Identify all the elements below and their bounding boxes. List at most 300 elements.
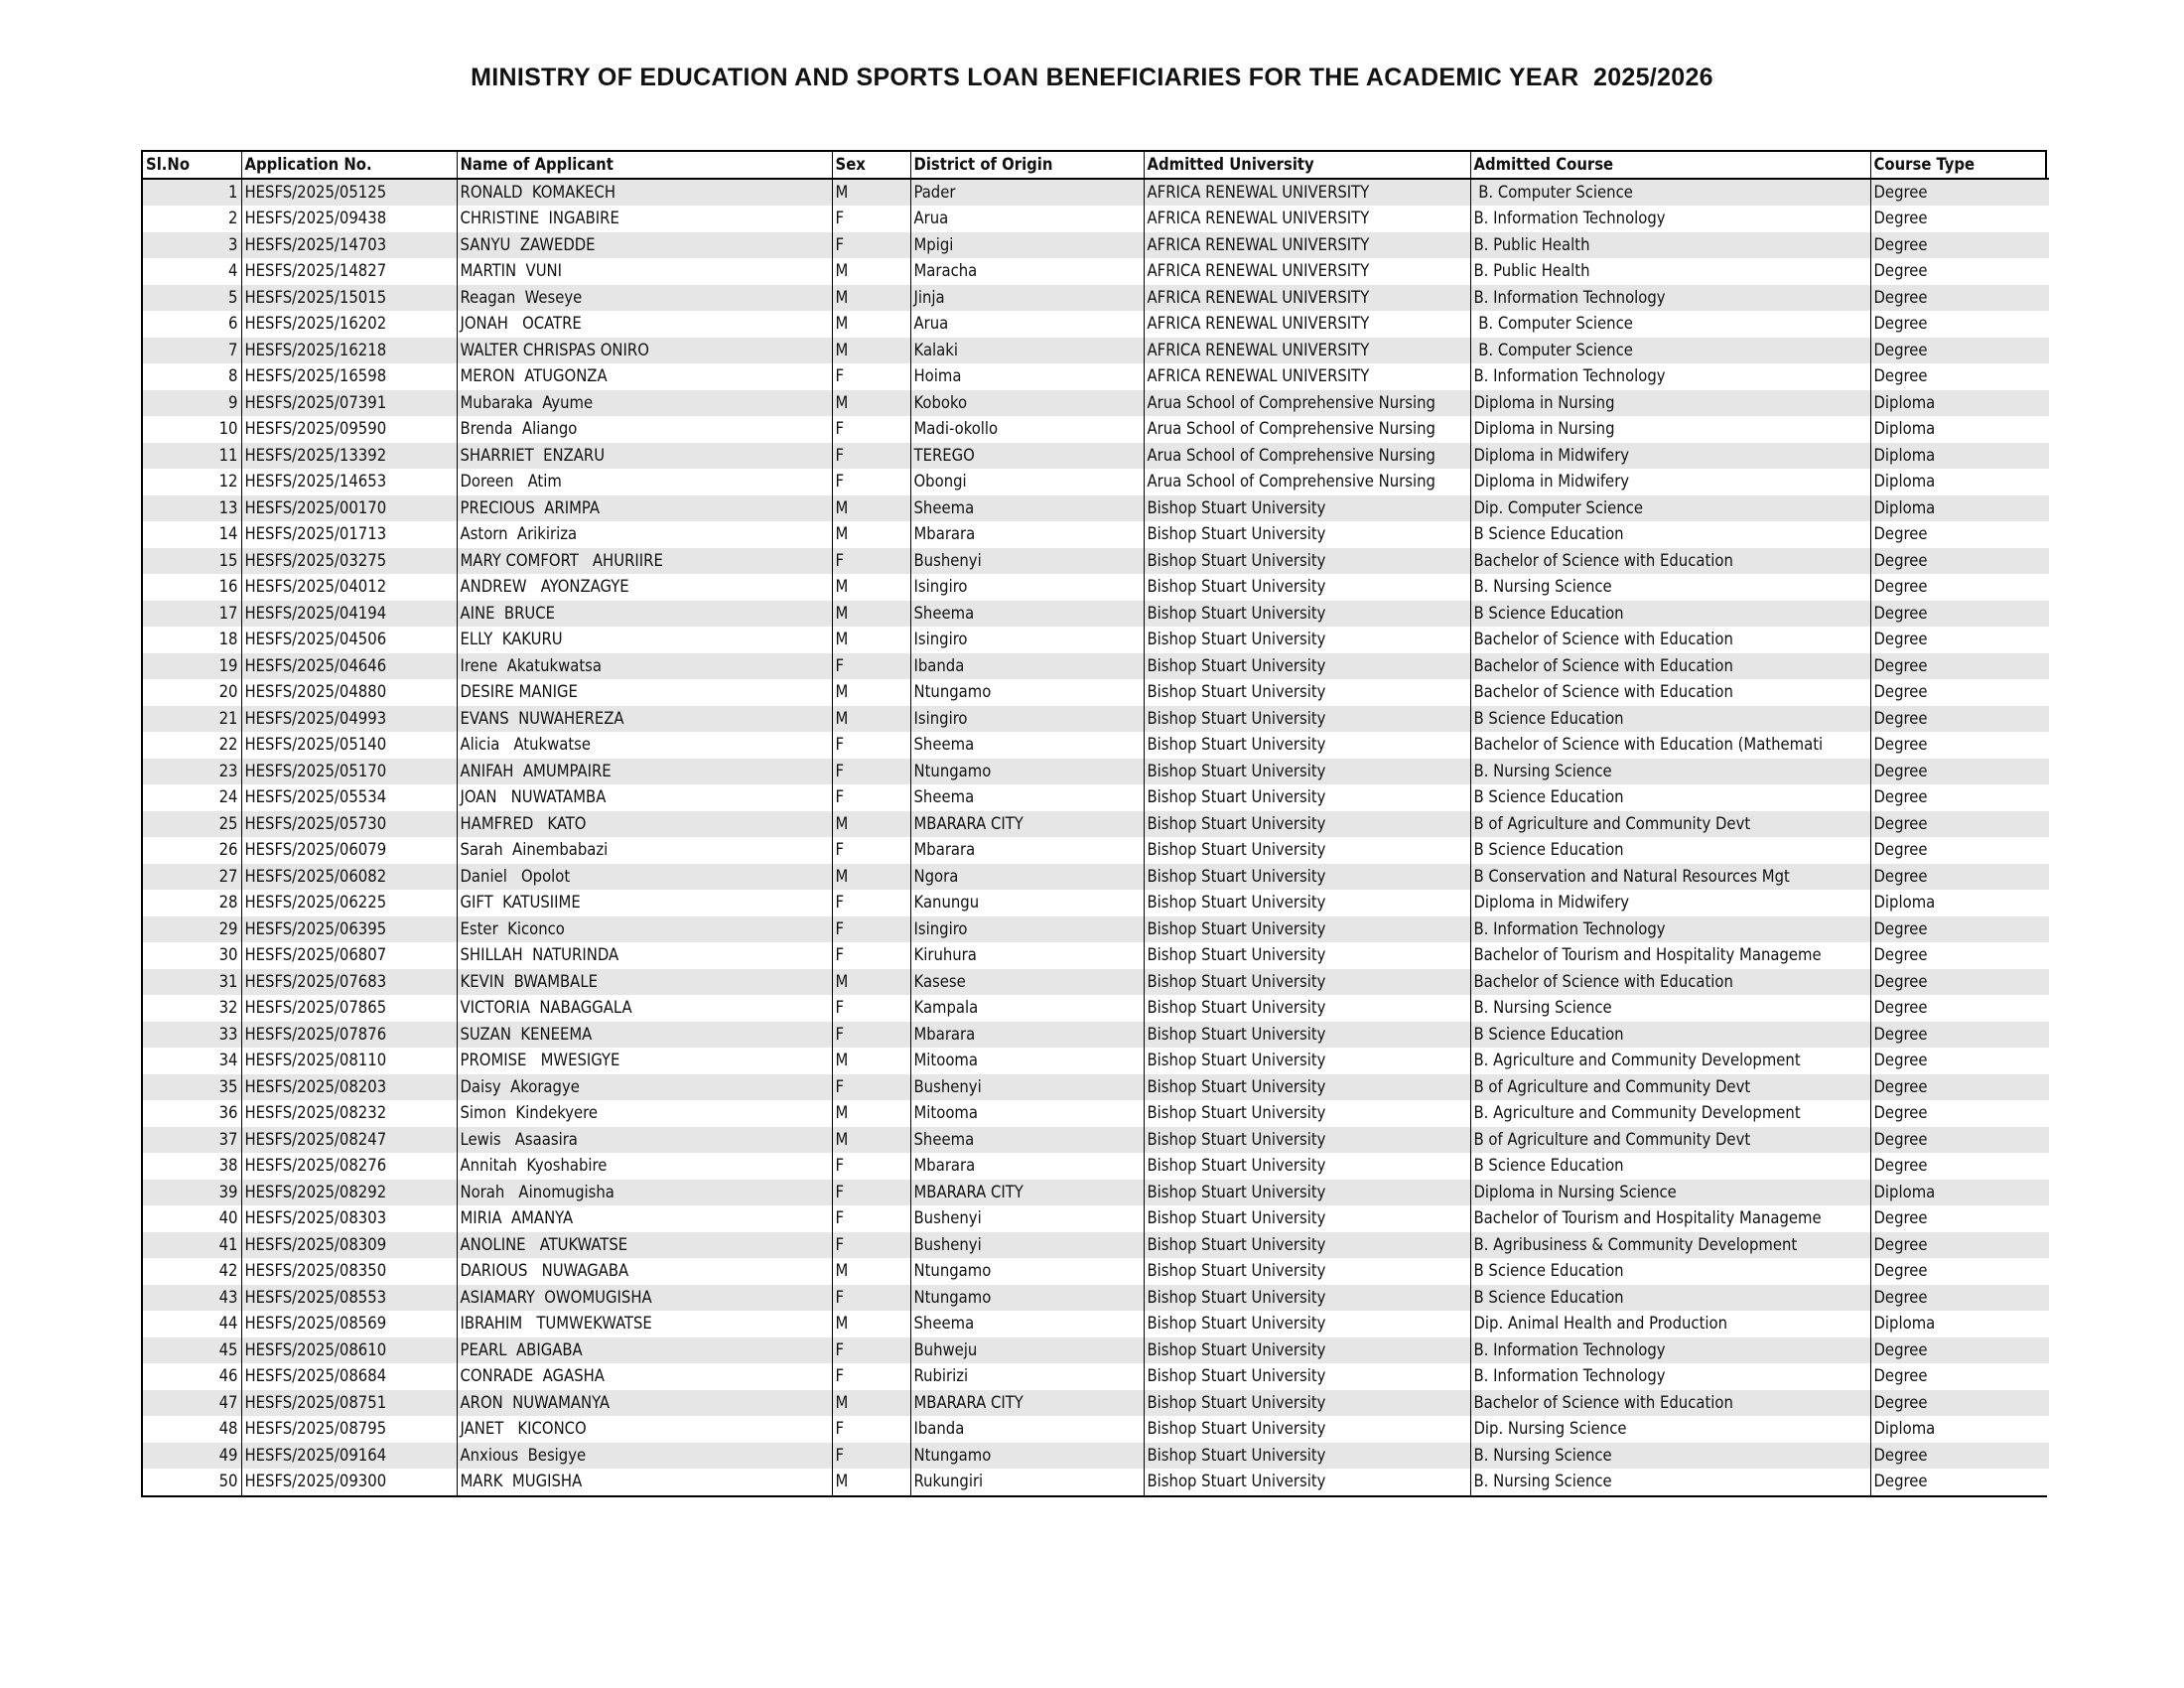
table-row	[143, 338, 2049, 364]
cell-university: Bishop Stuart University	[1144, 1074, 1470, 1101]
cell-applicant-name: RONALD KOMAKECH	[457, 179, 832, 206]
cell-sl-no: 44	[143, 1311, 241, 1337]
cell-district: Ibanda	[910, 1416, 1144, 1443]
cell-course-type: Degree	[1870, 811, 2049, 838]
cell-district: Kiruhura	[910, 942, 1144, 969]
cell-course: B. Computer Science	[1470, 338, 1870, 364]
cell-sex: M	[832, 706, 910, 733]
cell-sex: F	[832, 1022, 910, 1049]
cell-sex: M	[832, 390, 910, 417]
cell-applicant-name: Norah Ainomugisha	[457, 1180, 832, 1206]
cell-application-no: HESFS/2025/14827	[241, 258, 457, 285]
cell-course: B Science Education	[1470, 1153, 1870, 1180]
cell-sl-no: 37	[143, 1127, 241, 1154]
cell-application-no: HESFS/2025/13392	[241, 443, 457, 470]
cell-application-no: HESFS/2025/07391	[241, 390, 457, 417]
cell-sl-no: 48	[143, 1416, 241, 1443]
cell-applicant-name: SHILLAH NATURINDA	[457, 942, 832, 969]
cell-sl-no: 40	[143, 1205, 241, 1232]
cell-sex: F	[832, 416, 910, 443]
table-row	[143, 1443, 2049, 1470]
cell-applicant-name: Astorn Arikiriza	[457, 521, 832, 548]
cell-sl-no: 39	[143, 1180, 241, 1206]
cell-course-type: Degree	[1870, 864, 2049, 891]
cell-university: Bishop Stuart University	[1144, 1285, 1470, 1312]
cell-sl-no: 3	[143, 232, 241, 259]
cell-course-type: Degree	[1870, 942, 2049, 969]
beneficiaries-table	[143, 152, 2049, 1495]
table-row	[143, 179, 2049, 206]
cell-district: Pader	[910, 179, 1144, 206]
cell-sl-no: 26	[143, 837, 241, 864]
cell-course-type: Degree	[1870, 258, 2049, 285]
cell-sex: F	[832, 1363, 910, 1390]
cell-district: MBARARA CITY	[910, 811, 1144, 838]
cell-university: Bishop Stuart University	[1144, 969, 1470, 996]
cell-application-no: HESFS/2025/05730	[241, 811, 457, 838]
cell-sl-no: 30	[143, 942, 241, 969]
cell-course-type: Diploma	[1870, 1416, 2049, 1443]
column-header-name-of-applicant: Name of Applicant	[457, 152, 832, 179]
cell-applicant-name: Reagan Weseye	[457, 285, 832, 312]
cell-district: TEREGO	[910, 443, 1144, 470]
cell-sex: M	[832, 338, 910, 364]
cell-course-type: Diploma	[1870, 1180, 2049, 1206]
cell-sl-no: 46	[143, 1363, 241, 1390]
cell-application-no: HESFS/2025/06082	[241, 864, 457, 891]
table-row	[143, 706, 2049, 733]
table-row	[143, 495, 2049, 522]
table-row	[143, 469, 2049, 495]
cell-course: B. Information Technology	[1470, 363, 1870, 390]
cell-course: B. Information Technology	[1470, 916, 1870, 943]
cell-applicant-name: ELLY KAKURU	[457, 627, 832, 653]
cell-course: B of Agriculture and Community Devt	[1470, 1074, 1870, 1101]
cell-course: B. Public Health	[1470, 258, 1870, 285]
cell-university: AFRICA RENEWAL UNIVERSITY	[1144, 258, 1470, 285]
table-row	[143, 1074, 2049, 1101]
cell-course-type: Degree	[1870, 1443, 2049, 1470]
cell-application-no: HESFS/2025/05140	[241, 732, 457, 759]
cell-course-type: Degree	[1870, 1048, 2049, 1074]
cell-sex: M	[832, 1127, 910, 1154]
cell-sex: F	[832, 837, 910, 864]
cell-sex: M	[832, 864, 910, 891]
cell-course: B Science Education	[1470, 784, 1870, 811]
cell-course: B Science Education	[1470, 706, 1870, 733]
cell-university: Bishop Stuart University	[1144, 811, 1470, 838]
cell-district: Isingiro	[910, 706, 1144, 733]
cell-sex: M	[832, 679, 910, 706]
cell-sex: F	[832, 1443, 910, 1470]
cell-sex: M	[832, 1311, 910, 1337]
cell-course: Bachelor of Science with Education	[1470, 653, 1870, 680]
cell-sl-no: 18	[143, 627, 241, 653]
cell-university: Bishop Stuart University	[1144, 1337, 1470, 1364]
cell-university: Bishop Stuart University	[1144, 732, 1470, 759]
table-row	[143, 390, 2049, 417]
cell-university: Bishop Stuart University	[1144, 1232, 1470, 1259]
cell-course-type: Degree	[1870, 1337, 2049, 1364]
cell-district: Bushenyi	[910, 548, 1144, 575]
cell-application-no: HESFS/2025/08110	[241, 1048, 457, 1074]
cell-university: Bishop Stuart University	[1144, 1390, 1470, 1417]
table-row	[143, 311, 2049, 338]
table-row	[143, 1469, 2049, 1495]
cell-university: Bishop Stuart University	[1144, 574, 1470, 601]
cell-application-no: HESFS/2025/08684	[241, 1363, 457, 1390]
cell-university: Bishop Stuart University	[1144, 627, 1470, 653]
cell-district: Kanungu	[910, 890, 1144, 916]
cell-sex: M	[832, 1390, 910, 1417]
page-title: MINISTRY OF EDUCATION AND SPORTS LOAN BENEFICIARIES FOR THE ACADEMIC YEAR 2025/2026	[471, 64, 1713, 91]
cell-application-no: HESFS/2025/08751	[241, 1390, 457, 1417]
cell-sex: F	[832, 1416, 910, 1443]
cell-course-type: Degree	[1870, 311, 2049, 338]
cell-university: Bishop Stuart University	[1144, 1048, 1470, 1074]
cell-sex: M	[832, 311, 910, 338]
cell-applicant-name: HAMFRED KATO	[457, 811, 832, 838]
cell-university: Bishop Stuart University	[1144, 837, 1470, 864]
cell-university: Arua School of Comprehensive Nursing	[1144, 390, 1470, 417]
cell-course-type: Degree	[1870, 285, 2049, 312]
cell-course: B. Agriculture and Community Development	[1470, 1048, 1870, 1074]
cell-course: Bachelor of Science with Education	[1470, 548, 1870, 575]
cell-course: Bachelor of Science with Education	[1470, 969, 1870, 996]
cell-applicant-name: Lewis Asaasira	[457, 1127, 832, 1154]
cell-application-no: HESFS/2025/09438	[241, 206, 457, 232]
cell-district: Arua	[910, 311, 1144, 338]
column-header-sl-no: Sl.No	[143, 152, 241, 179]
cell-course: B. Public Health	[1470, 232, 1870, 259]
cell-application-no: HESFS/2025/04012	[241, 574, 457, 601]
cell-sex: F	[832, 1074, 910, 1101]
cell-applicant-name: DESIRE MANIGE	[457, 679, 832, 706]
cell-application-no: HESFS/2025/04993	[241, 706, 457, 733]
cell-application-no: HESFS/2025/08569	[241, 1311, 457, 1337]
cell-application-no: HESFS/2025/14653	[241, 469, 457, 495]
cell-university: Arua School of Comprehensive Nursing	[1144, 416, 1470, 443]
cell-sl-no: 43	[143, 1285, 241, 1312]
cell-course: B. Computer Science	[1470, 311, 1870, 338]
cell-district: Sheema	[910, 1127, 1144, 1154]
cell-sex: M	[832, 179, 910, 206]
table-row	[143, 521, 2049, 548]
cell-course-type: Diploma	[1870, 469, 2049, 495]
cell-university: Bishop Stuart University	[1144, 653, 1470, 680]
cell-course-type: Degree	[1870, 706, 2049, 733]
cell-sex: F	[832, 995, 910, 1022]
cell-district: Maracha	[910, 258, 1144, 285]
cell-university: AFRICA RENEWAL UNIVERSITY	[1144, 179, 1470, 206]
cell-sl-no: 10	[143, 416, 241, 443]
cell-applicant-name: ANOLINE ATUKWATSE	[457, 1232, 832, 1259]
cell-university: Bishop Stuart University	[1144, 1416, 1470, 1443]
cell-course-type: Diploma	[1870, 890, 2049, 916]
cell-course-type: Degree	[1870, 969, 2049, 996]
cell-sl-no: 32	[143, 995, 241, 1022]
cell-sl-no: 22	[143, 732, 241, 759]
cell-applicant-name: ASIAMARY OWOMUGISHA	[457, 1285, 832, 1312]
cell-course-type: Degree	[1870, 338, 2049, 364]
cell-sl-no: 41	[143, 1232, 241, 1259]
table-body	[143, 179, 2049, 1495]
cell-sex: M	[832, 495, 910, 522]
cell-sex: F	[832, 942, 910, 969]
cell-course: B. Nursing Science	[1470, 574, 1870, 601]
cell-course-type: Degree	[1870, 1022, 2049, 1049]
cell-district: Hoima	[910, 363, 1144, 390]
table-row	[143, 1022, 2049, 1049]
cell-sex: M	[832, 601, 910, 628]
cell-application-no: HESFS/2025/09164	[241, 1443, 457, 1470]
cell-application-no: HESFS/2025/08553	[241, 1285, 457, 1312]
cell-university: AFRICA RENEWAL UNIVERSITY	[1144, 311, 1470, 338]
cell-university: Bishop Stuart University	[1144, 759, 1470, 785]
cell-application-no: HESFS/2025/05534	[241, 784, 457, 811]
cell-sl-no: 23	[143, 759, 241, 785]
cell-district: Madi-okollo	[910, 416, 1144, 443]
cell-sl-no: 25	[143, 811, 241, 838]
cell-application-no: HESFS/2025/14703	[241, 232, 457, 259]
cell-district: Mpigi	[910, 232, 1144, 259]
cell-university: Bishop Stuart University	[1144, 601, 1470, 628]
cell-application-no: HESFS/2025/08350	[241, 1258, 457, 1285]
cell-course: Dip. Computer Science	[1470, 495, 1870, 522]
table-row	[143, 574, 2049, 601]
cell-course: Bachelor of Tourism and Hospitality Manageme	[1470, 1205, 1870, 1232]
cell-course-type: Degree	[1870, 653, 2049, 680]
cell-district: Ntungamo	[910, 1258, 1144, 1285]
cell-course: B. Nursing Science	[1470, 1469, 1870, 1495]
cell-applicant-name: MERON ATUGONZA	[457, 363, 832, 390]
cell-sex: F	[832, 363, 910, 390]
cell-applicant-name: MARY COMFORT AHURIIRE	[457, 548, 832, 575]
table-row	[143, 969, 2049, 996]
table-row	[143, 942, 2049, 969]
cell-district: Kalaki	[910, 338, 1144, 364]
cell-university: Bishop Stuart University	[1144, 679, 1470, 706]
table-row	[143, 1100, 2049, 1127]
cell-university: Bishop Stuart University	[1144, 916, 1470, 943]
cell-application-no: HESFS/2025/05125	[241, 179, 457, 206]
cell-sl-no: 5	[143, 285, 241, 312]
cell-sl-no: 16	[143, 574, 241, 601]
cell-applicant-name: ARON NUWAMANYA	[457, 1390, 832, 1417]
cell-course: Diploma in Midwifery	[1470, 890, 1870, 916]
cell-sl-no: 13	[143, 495, 241, 522]
cell-course-type: Diploma	[1870, 1311, 2049, 1337]
cell-district: Mitooma	[910, 1100, 1144, 1127]
cell-course-type: Degree	[1870, 837, 2049, 864]
cell-applicant-name: SANYU ZAWEDDE	[457, 232, 832, 259]
cell-applicant-name: SHARRIET ENZARU	[457, 443, 832, 470]
cell-sl-no: 50	[143, 1469, 241, 1495]
cell-sl-no: 21	[143, 706, 241, 733]
cell-course: B. Information Technology	[1470, 206, 1870, 232]
cell-district: Jinja	[910, 285, 1144, 312]
table-row	[143, 995, 2049, 1022]
cell-course: Bachelor of Tourism and Hospitality Manageme	[1470, 942, 1870, 969]
cell-university: Bishop Stuart University	[1144, 1205, 1470, 1232]
cell-applicant-name: Alicia Atukwatse	[457, 732, 832, 759]
cell-course: B Science Education	[1470, 1258, 1870, 1285]
cell-sl-no: 36	[143, 1100, 241, 1127]
cell-sex: F	[832, 1337, 910, 1364]
cell-course: Dip. Nursing Science	[1470, 1416, 1870, 1443]
cell-sl-no: 7	[143, 338, 241, 364]
table-row	[143, 1048, 2049, 1074]
cell-sl-no: 29	[143, 916, 241, 943]
cell-district: Mbarara	[910, 521, 1144, 548]
cell-university: AFRICA RENEWAL UNIVERSITY	[1144, 338, 1470, 364]
cell-sex: M	[832, 1469, 910, 1495]
cell-district: Ntungamo	[910, 1285, 1144, 1312]
cell-course-type: Diploma	[1870, 443, 2049, 470]
cell-course-type: Degree	[1870, 1469, 2049, 1495]
cell-application-no: HESFS/2025/08247	[241, 1127, 457, 1154]
cell-application-no: HESFS/2025/04506	[241, 627, 457, 653]
cell-course: Diploma in Nursing	[1470, 416, 1870, 443]
column-header-admitted-course: Admitted Course	[1470, 152, 1870, 179]
cell-sl-no: 17	[143, 601, 241, 628]
cell-district: Mbarara	[910, 1153, 1144, 1180]
cell-district: Sheema	[910, 732, 1144, 759]
cell-district: Mbarara	[910, 1022, 1144, 1049]
cell-sex: F	[832, 469, 910, 495]
cell-sl-no: 45	[143, 1337, 241, 1364]
cell-sex: F	[832, 548, 910, 575]
cell-course: B Science Education	[1470, 601, 1870, 628]
table-header-row	[143, 152, 2049, 179]
column-header-district-of-origin: District of Origin	[910, 152, 1144, 179]
cell-sex: F	[832, 732, 910, 759]
cell-sex: M	[832, 1258, 910, 1285]
cell-district: Buhweju	[910, 1337, 1144, 1364]
cell-university: Bishop Stuart University	[1144, 1443, 1470, 1470]
cell-application-no: HESFS/2025/06395	[241, 916, 457, 943]
cell-course-type: Degree	[1870, 679, 2049, 706]
column-header-sex: Sex	[832, 152, 910, 179]
table-row	[143, 1416, 2049, 1443]
table-row	[143, 916, 2049, 943]
cell-course-type: Degree	[1870, 363, 2049, 390]
cell-course: B Science Education	[1470, 1022, 1870, 1049]
cell-applicant-name: Doreen Atim	[457, 469, 832, 495]
table-row	[143, 811, 2049, 838]
cell-application-no: HESFS/2025/16218	[241, 338, 457, 364]
cell-sl-no: 19	[143, 653, 241, 680]
cell-sex: F	[832, 1285, 910, 1312]
table-row	[143, 416, 2049, 443]
cell-district: MBARARA CITY	[910, 1390, 1144, 1417]
cell-district: Mbarara	[910, 837, 1144, 864]
cell-course: B of Agriculture and Community Devt	[1470, 811, 1870, 838]
cell-applicant-name: Anxious Besigye	[457, 1443, 832, 1470]
cell-application-no: HESFS/2025/09590	[241, 416, 457, 443]
table-row	[143, 890, 2049, 916]
cell-application-no: HESFS/2025/07683	[241, 969, 457, 996]
cell-district: Mitooma	[910, 1048, 1144, 1074]
cell-sex: F	[832, 1180, 910, 1206]
cell-university: Bishop Stuart University	[1144, 1022, 1470, 1049]
table-row	[143, 732, 2049, 759]
cell-applicant-name: JONAH OCATRE	[457, 311, 832, 338]
table-row	[143, 601, 2049, 628]
cell-sl-no: 11	[143, 443, 241, 470]
table-row	[143, 1127, 2049, 1154]
cell-sl-no: 28	[143, 890, 241, 916]
cell-applicant-name: Irene Akatukwatsa	[457, 653, 832, 680]
table-row	[143, 363, 2049, 390]
cell-district: Sheema	[910, 1311, 1144, 1337]
cell-applicant-name: MARK MUGISHA	[457, 1469, 832, 1495]
cell-applicant-name: Sarah Ainembabazi	[457, 837, 832, 864]
cell-course-type: Degree	[1870, 1232, 2049, 1259]
cell-applicant-name: Daniel Opolot	[457, 864, 832, 891]
table-row	[143, 258, 2049, 285]
cell-applicant-name: MARTIN VUNI	[457, 258, 832, 285]
cell-sl-no: 14	[143, 521, 241, 548]
cell-district: Sheema	[910, 784, 1144, 811]
table-row	[143, 1258, 2049, 1285]
cell-course-type: Degree	[1870, 206, 2049, 232]
table-row	[143, 1205, 2049, 1232]
cell-course: B of Agriculture and Community Devt	[1470, 1127, 1870, 1154]
cell-applicant-name: Brenda Aliango	[457, 416, 832, 443]
cell-district: Obongi	[910, 469, 1144, 495]
cell-sl-no: 12	[143, 469, 241, 495]
cell-applicant-name: Ester Kiconco	[457, 916, 832, 943]
cell-course: Diploma in Midwifery	[1470, 443, 1870, 470]
cell-district: Ntungamo	[910, 1443, 1144, 1470]
cell-sl-no: 15	[143, 548, 241, 575]
cell-university: AFRICA RENEWAL UNIVERSITY	[1144, 285, 1470, 312]
cell-university: Bishop Stuart University	[1144, 1180, 1470, 1206]
table-row	[143, 443, 2049, 470]
cell-applicant-name: Mubaraka Ayume	[457, 390, 832, 417]
cell-sex: F	[832, 232, 910, 259]
column-header-course-type: Course Type	[1870, 152, 2049, 179]
cell-district: Isingiro	[910, 574, 1144, 601]
cell-course-type: Degree	[1870, 232, 2049, 259]
cell-sex: F	[832, 1205, 910, 1232]
cell-course: Bachelor of Science with Education (Mathemati	[1470, 732, 1870, 759]
cell-sl-no: 47	[143, 1390, 241, 1417]
table-row	[143, 285, 2049, 312]
cell-university: Arua School of Comprehensive Nursing	[1144, 469, 1470, 495]
cell-application-no: HESFS/2025/09300	[241, 1469, 457, 1495]
cell-applicant-name: ANIFAH AMUMPAIRE	[457, 759, 832, 785]
cell-applicant-name: Simon Kindekyere	[457, 1100, 832, 1127]
cell-sl-no: 42	[143, 1258, 241, 1285]
cell-application-no: HESFS/2025/08309	[241, 1232, 457, 1259]
cell-university: Bishop Stuart University	[1144, 1258, 1470, 1285]
cell-university: Bishop Stuart University	[1144, 706, 1470, 733]
cell-course: B. Agribusiness & Community Development	[1470, 1232, 1870, 1259]
cell-district: Kasese	[910, 969, 1144, 996]
cell-applicant-name: CONRADE AGASHA	[457, 1363, 832, 1390]
table-row	[143, 627, 2049, 653]
cell-district: Bushenyi	[910, 1074, 1144, 1101]
cell-application-no: HESFS/2025/08276	[241, 1153, 457, 1180]
cell-sex: M	[832, 627, 910, 653]
cell-university: Bishop Stuart University	[1144, 1363, 1470, 1390]
cell-course-type: Diploma	[1870, 495, 2049, 522]
cell-course-type: Degree	[1870, 1258, 2049, 1285]
cell-course-type: Degree	[1870, 548, 2049, 575]
cell-university: Bishop Stuart University	[1144, 1127, 1470, 1154]
